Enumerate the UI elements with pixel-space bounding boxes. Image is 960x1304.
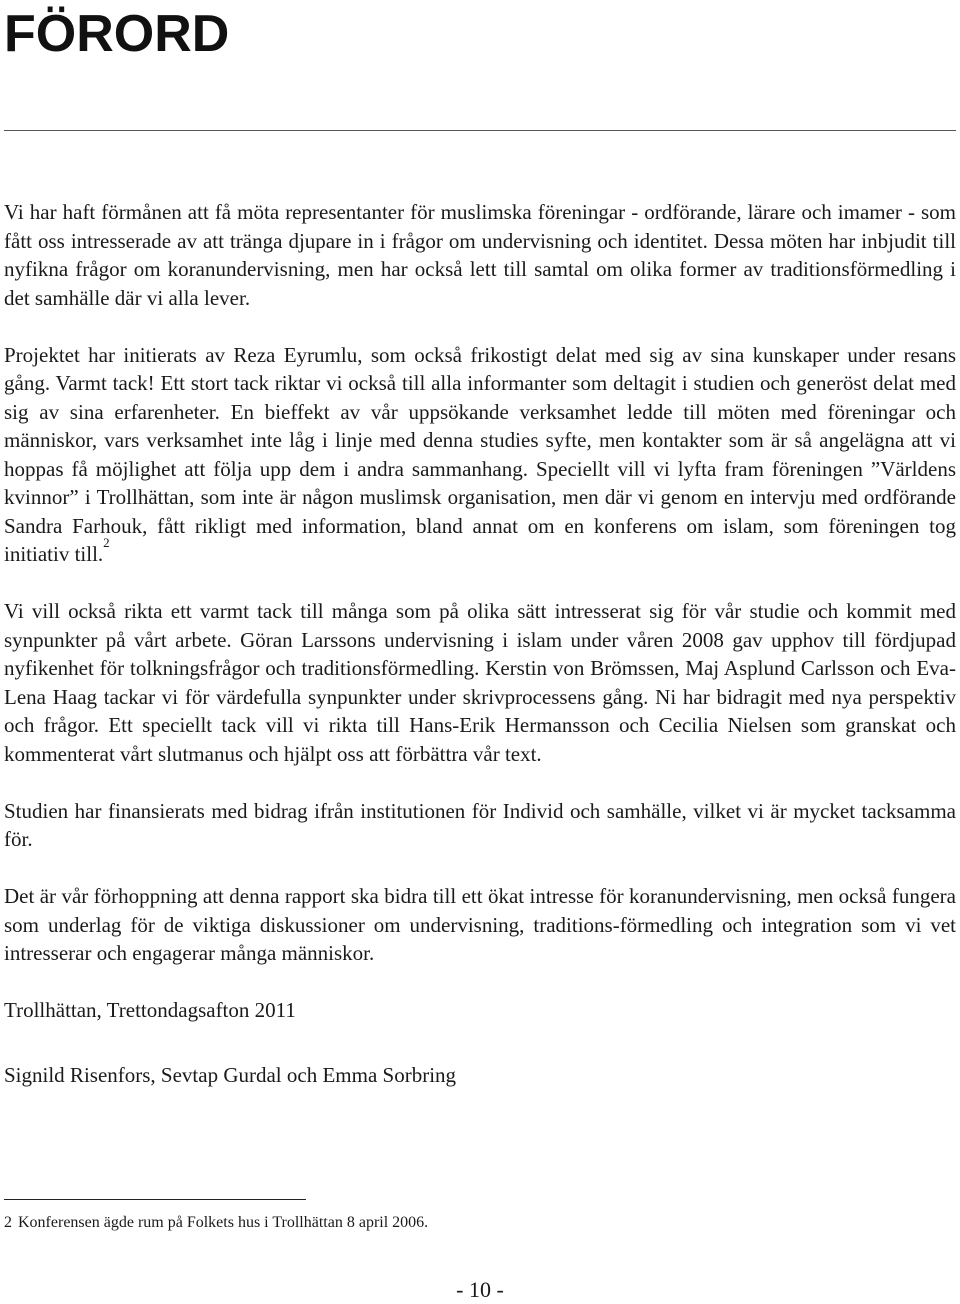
paragraph-5: Det är vår förhoppning att denna rapport ska bidra till ett ökat intresse för koranundervisning, men också fungera som underlag för de viktiga diskussioner om undervisning, traditions-förmedling och integration som vi vet intresserar och engagerar många människor. <box>4 884 956 965</box>
page-number: - 10 - <box>456 1277 504 1302</box>
paragraph-2 <box>4 341 956 569</box>
footnote-divider <box>4 1199 306 1200</box>
paragraph-1: Vi har haft förmånen att få möta representanter för muslimska föreningar - ordförande, lärare och imamer - som fått oss intresserade av att tränga djupare in i frågor om undervisning och identitet. Dessa möten har inbjudit till nyfikna frågor om koranundervisning, men har också lett till samtal om olika former av traditionsförmedling i det samhälle där vi alla lever. <box>4 200 956 310</box>
footnote <box>4 1212 428 1234</box>
footnote-text: Konferensen ägde rum på Folkets hus i Trollhättan 8 april 2006. <box>18 1214 429 1231</box>
body-text <box>4 198 956 1125</box>
paragraph-3: Vi vill också rikta ett varmt tack till många som på olika sätt intresserat sig för vår studie och kommit med synpunkter på vårt arbete. Göran Larssons undervisning i islam under våren 2008 gav upphov till fördjupad nyfikenhet för tolkningsfrågor och traditionsförmedling. Kerstin von Brömssen, Maj Asplund Carlsson och Eva-Lena Haag tackar vi för värdefulla synpunkter under skrivprocessens gång. Ni har bidragit med nya perspektiv och frågor. Ett speciellt tack vill vi rikta till Hans-Erik Hermansson och Cecilia Nielsen som granskat och kommenterat vårt slutmanus och hjälpt oss att förbättra vår text. <box>4 599 956 766</box>
heading-divider <box>4 130 956 131</box>
authors: Signild Risenfors, Sevtap Gurdal och Emma Sorbring <box>4 1062 457 1087</box>
paragraph-2-text: Projektet har initierats av Reza Eyrumlu, som också frikostigt delat med sig av sina kunskaper under resans gång. Varmt tack! Ett stort tack riktar vi också till alla informanter som deltagit i studien och generöst delat med sig av sina erfarenheter. En bieffekt av vår uppsökande verksamhet ledde till möten med föreningar och människor, vars verksamhet inte låg i linje med denna studies syfte, men kontakter som är så angelägna att vi hoppas få möjlighet att följa upp dem i andra sammanhang. Speciellt vill vi lyfta fram föreningen ”Världens kvinnor” i Trollhättan, som inte är någon muslimsk organisation, men där vi genom en intervju med ordförande Sandra Farhouk, fått rikligt med information, bland annat om en konferens om islam, som föreningen tog initiativ till. <box>4 342 956 566</box>
place-date: Trollhättan, Trettondagsafton 2011 <box>4 998 296 1022</box>
paragraph-4: Studien har finansierats med bidrag ifrån institutionen för Individ och samhälle, vilket vi är mycket tacksamma för. <box>4 798 956 851</box>
footnote-number: 2 <box>4 1214 12 1231</box>
footnote-reference[interactable]: 2 <box>103 535 110 550</box>
page-title: FÖRORD <box>4 5 230 63</box>
